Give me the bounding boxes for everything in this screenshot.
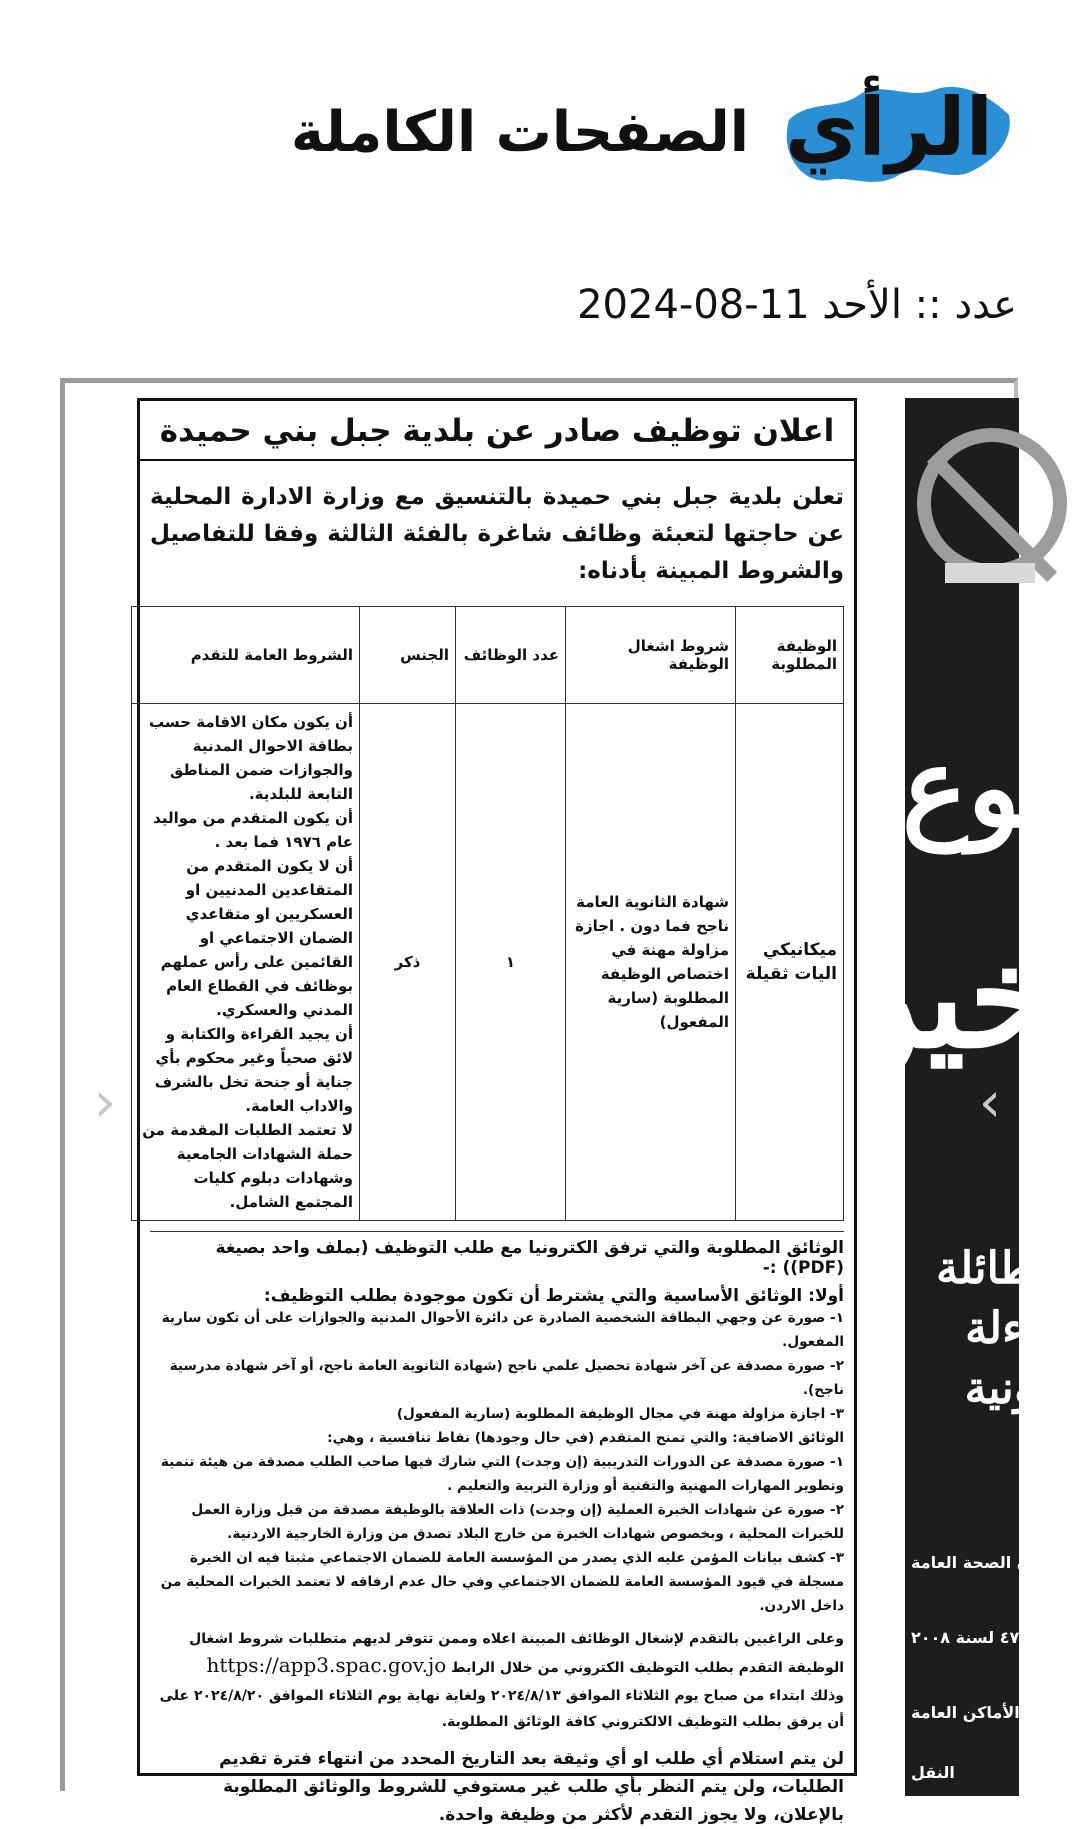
chevron-right-icon[interactable]: ›: [978, 1070, 1002, 1135]
cell-general: [132, 704, 360, 1221]
general-item: أن لا يكون المتقدم من المتقاعدين المدنيين او العسكريين او متقاعدي الضمان الاجتماعي او القائمين على رأس عملهم بوظائف في القطاع العام المدني والعسكري.: [160, 857, 353, 1019]
issue-day: الأحد: [822, 282, 902, 328]
apply-text: وعلى الراغبين بالتقدم لإشغال الوظائف المبينة اعلاه وممن تتوفر لديهم متطلبات شروط اشغال الوظيفة التقدم بطلب التوظيف الكتروني من خلال الرابط: [189, 1631, 844, 1676]
header-requirements: شروط اشغال الوظيفة: [566, 607, 736, 704]
additional-doc-item: ٣- كشف بيانات المؤمن عليه الذي يصدر من المؤسسة العامة للضمان الاجتماعي مثبتا فيه ان الخبرة مسجلة في قيود المؤسسة العامة للضمان الاجتماعي وفي حال عدم ارفاقه لا تعتمد الخبرات المحلية من داخل الاردن.: [160, 1550, 844, 1614]
ad-big-text-1: نوع: [901, 723, 1055, 852]
header-count: عدد الوظائف: [456, 607, 566, 704]
cell-requirements: شهادة الثانوية العامة ناجح فما دون . اجازة مزاولة مهنة في اختصاص الوظيفة المطلوبة (سارية المفعول): [566, 704, 736, 1221]
site-title: الصفحات الكاملة: [290, 100, 749, 165]
cell-gender: ذكر: [360, 704, 456, 1221]
ad-big-text-2: خين: [819, 916, 1055, 1080]
apply-paragraph: [150, 1626, 844, 1681]
jobs-table: [131, 606, 844, 1221]
ad-small-1: قانون الصحة العامة: [911, 1553, 1063, 1572]
basic-doc-item: ٣- اجازة مزاولة مهنة في مجال الوظيفة المطلوبة (سارية المفعول): [396, 1406, 844, 1422]
ad-small-4: النقل: [911, 1763, 955, 1782]
no-smoking-icon: [917, 428, 1067, 578]
notice-intro: تعلن بلدية جبل بني حميدة بالتنسيق مع وزارة الادارة المحلية عن حاجتها لتعبئة وظائف شاغرة بالفئة الثالثة وفقا للتفاصيل والشروط المبينة بأدناه:: [150, 484, 844, 584]
title-divider: [140, 459, 854, 461]
period-text: وذلك ابتداء من صباح يوم الثلاثاء الموافق ٢٠٢٤/٨/١٣ ولغاية نهاية يوم الثلاثاء الموافق ٢٠٢٤/٨/٢٠ على أن يرفق بطلب التوظيف الالكتروني كافة الوثائق المطلوبة.: [159, 1688, 844, 1730]
page-header: [0, 0, 1079, 240]
ad-line-3: ونية: [964, 1363, 1035, 1414]
additional-doc-item: ١- صورة مصدقة عن الدورات التدريبية (إن وجدت) التي شارك فيها صاحب الطلب مصدقة من هيئة تنمية وتطوير المهارات المهنية والتقنية أو وزارة التربية والتعليم .: [160, 1454, 844, 1494]
basic-doc-item: ١- صورة عن وجهي البطاقة الشخصية الصادرة عن دائرة الأحوال المدنية والجوازات على أن تكون سارية المفعول.: [161, 1310, 844, 1350]
header-general: الشروط العامة للتقدم: [132, 607, 360, 704]
table-row: [132, 704, 844, 1221]
table-header-row: [132, 607, 844, 704]
issue-date: 2024-08-11: [577, 282, 810, 328]
closing-text: لن يتم استلام أي طلب او أي وثيقة بعد التاريخ المحدد من انتهاء فترة تقديم الطلبات، ولن يتم النظر بأي طلب غير مستوفي للشروط والوثائق المطلوبة بالإعلان، ولا يجوز التقدم لأكثر من وظيفة واحدة.: [219, 1749, 844, 1825]
basic-doc-item: ٢- صورة مصدقة عن آخر شهادة تحصيل علمي ناجح (شهادة الثانوية العامة ناجح، أو آخر شهادة مدرسية ناجح).: [169, 1358, 844, 1398]
notice-title: اعلان توظيف صادر عن بلدية جبل بني حميدة: [159, 413, 835, 449]
page-viewer[interactable]: [60, 378, 1063, 1825]
ad-line-1: طائلة: [936, 1243, 1035, 1294]
apply-link[interactable]: https://app3.spac.gov.jo: [206, 1653, 447, 1677]
alrai-logo: [759, 40, 1019, 210]
general-item: أن يكون المتقدم من مواليد عام ١٩٧٦ فما بعد .: [153, 809, 353, 851]
basic-docs-heading: أولا: الوثائق الأساسية والتي يشترط أن تكون موجودة بطلب التوظيف:: [263, 1286, 844, 1306]
ad-small-2: رقم ٤٧ لسنة ٢٠٠٨: [911, 1628, 1058, 1647]
issue-label: عدد ::: [914, 282, 1017, 328]
additional-doc-item: ٢- صورة عن شهادات الخبرة العملية (إن وجدت) ذات العلاقة بالوظيفة مصدقة من قبل وزارة العمل للخبرات المحلية ، وبخصوص شهادات الخبرة من خارج البلاد تصدق من وزارة الخارجية الاردنية.: [191, 1502, 844, 1542]
ad-line-2: اءلة: [965, 1303, 1035, 1354]
general-item: لا تعتمد الطلبات المقدمة من حملة الشهادات الجامعية وشهادات دبلوم كليات المجتمع الشامل.: [142, 1121, 353, 1211]
cell-count: ١: [456, 704, 566, 1221]
ad-small-3: في الأماكن العامة: [911, 1703, 1052, 1722]
job-notice: [137, 398, 857, 1825]
issue-line: [577, 282, 1017, 328]
general-item: أن يجيد القراءة والكتابة و لائق صحياً وغير محكوم بأي جناية أو جنحة تخل بالشرف والاداب العامة.: [154, 1025, 353, 1115]
header-gender: الجنس: [360, 607, 456, 704]
additional-docs-heading: الوثائق الاضافية: والتي تمنح المتقدم (في حال وجودها) نقاط تنافسية ، وهي:: [327, 1430, 844, 1446]
header-job: الوظيفة المطلوبة: [736, 607, 844, 704]
docs-heading: الوثائق المطلوبة والتي ترفق الكترونيا مع طلب التوظيف (بملف واحد بصيغة (PDF)) :-: [150, 1231, 844, 1278]
chevron-left-icon[interactable]: ‹: [93, 1070, 117, 1135]
general-item: أن يكون مكان الاقامة حسب بطاقة الاحوال المدنية والجوازات ضمن المناطق التابعة للبلدية.: [149, 713, 353, 803]
cigarette-icon: [945, 563, 1035, 583]
logo-text: الرأي: [785, 81, 993, 174]
cell-job: ميكانيكي اليات ثقيلة: [736, 704, 844, 1221]
